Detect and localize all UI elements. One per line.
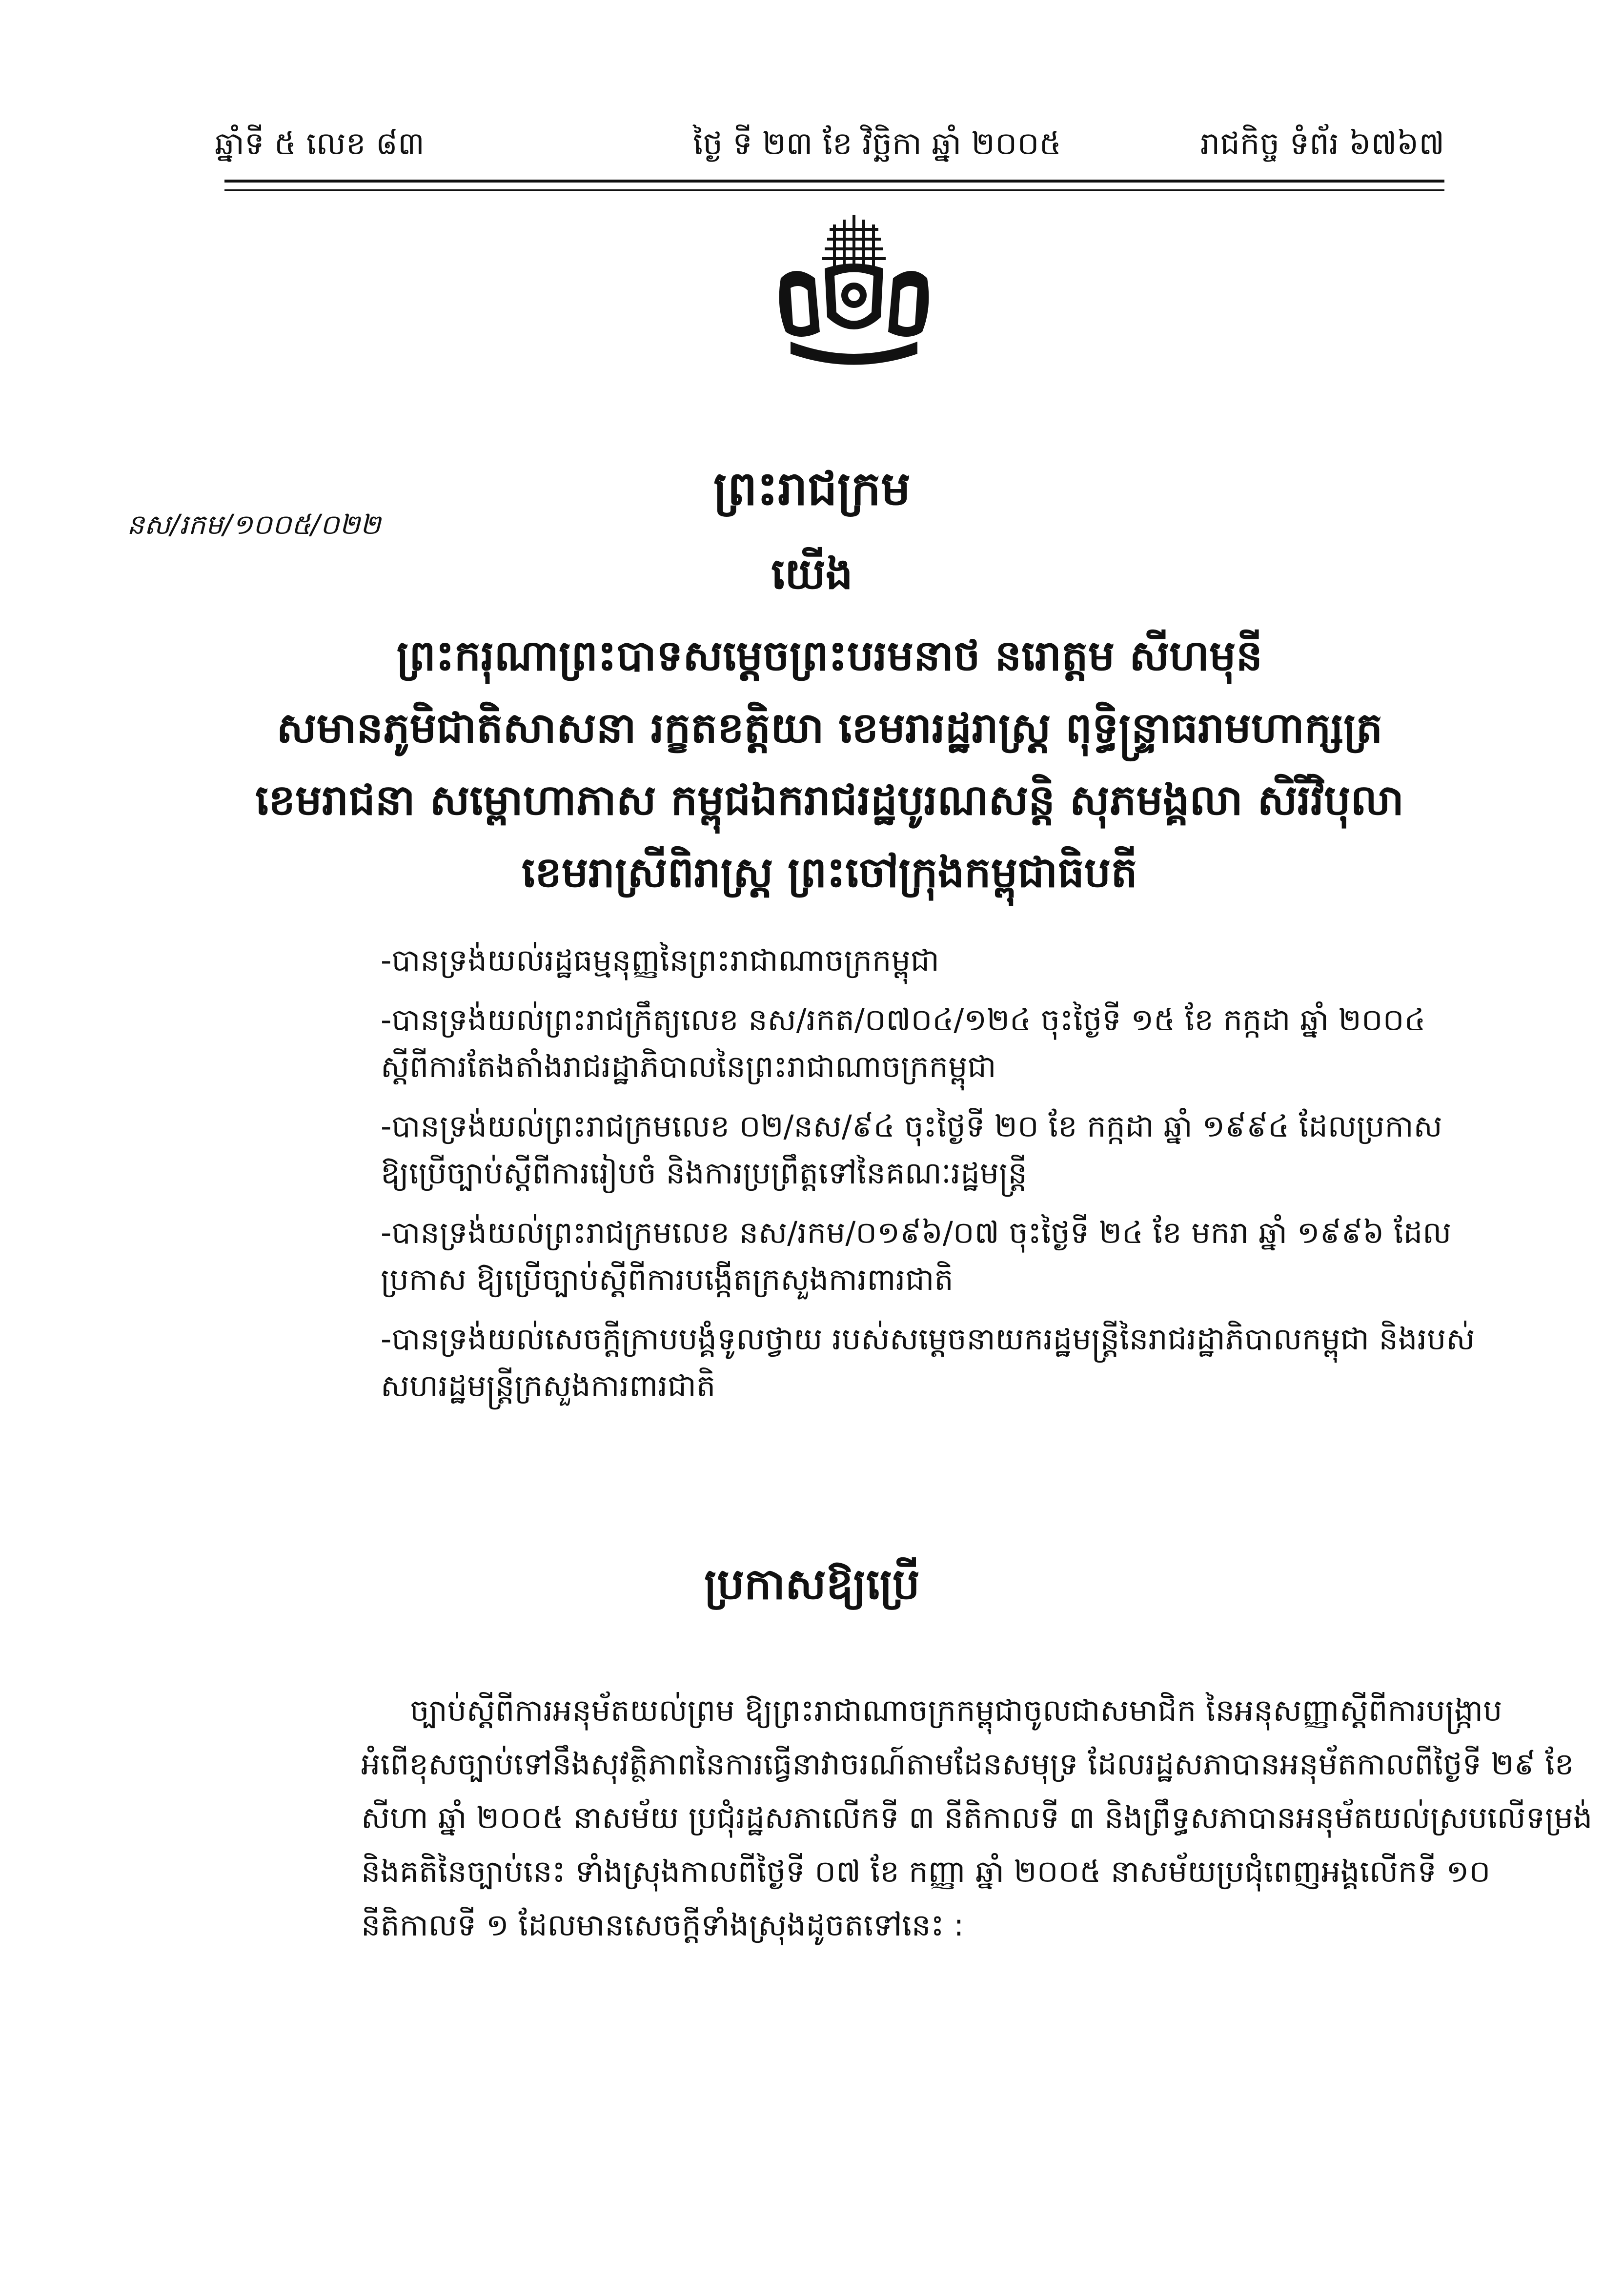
royal-emblem-icon xyxy=(761,210,947,371)
body-line: និងគតិនៃច្បាប់នេះ ទាំងស្រុងកាលពីថ្ងៃទី ០៧ ខែ កញ្ញា ឆ្នាំ ២០០៥ នាសម័យប្រជុំពេញអង្គលើកទី ១០ xyxy=(361,1854,1491,1889)
king-title-line: ព្រះករុណាព្រះបាទសម្តេចព្រះបរមនាថ នរោត្តម សីហមុនី xyxy=(396,632,1263,680)
recital-line: -បានទ្រង់យល់ព្រះរាជក្រឹត្យលេខ នស/រកត/០៧០៤/១២៤ ចុះថ្ងៃទី ១៥ ខែ កក្កដា ឆ្នាំ ២០០៤ xyxy=(381,1002,1426,1038)
page-header xyxy=(215,117,1444,171)
header-rule-thick xyxy=(224,180,1444,183)
recitals-list xyxy=(361,937,1475,1422)
recital-line: -បានទ្រង់យល់ព្រះរាជក្រមលេខ ០២/នស/៩៤ ចុះថ្ងៃទី ២០ ខែ កក្កដា ឆ្នាំ ១៩៩៤ ដែលប្រកាស xyxy=(381,1108,1442,1144)
king-title-line: សមានភូមិជាតិសាសនា រក្ខតខត្តិយា ខេមរារដ្ឋរាស្ត្រ ពុទ្ធិន្ទ្រាធរាមហាក្សត្រ xyxy=(276,704,1383,753)
body-line: ច្បាប់ស្តីពីការអនុម័តយល់ព្រម ឱ្យព្រះរាជាណាចក្រកម្ពុជាចូលជាសមាជិក នៃអនុសញ្ញាស្តីពីការបង្ក្រាប xyxy=(410,1692,1502,1728)
recital-line: -បានទ្រង់យល់សេចក្តីក្រាបបង្គំទូលថ្វាយ របស់សម្តេចនាយករដ្ឋមន្ត្រីនៃរាជរដ្ឋាភិបាលកម្ពុជា និងរបស់ xyxy=(381,1321,1475,1357)
document-title: ព្រះរាជក្រម xyxy=(713,461,911,516)
body-paragraph xyxy=(361,1684,1593,1952)
body-line: អំពើខុសច្បាប់ទៅនឹងសុវត្ថិភាពនៃការធ្វើនាវាចរណ៍តាមដែនសមុទ្រ ដែលរដ្ឋសភាបានអនុម័តកាលពីថ្ងៃទី ២៩ ខែ xyxy=(361,1746,1574,1782)
gazette-page: រាជកិច្ច ទំព័រ ៦៧៦៧ xyxy=(1200,126,1444,162)
proclamation-heading: ប្រកាសឱ្យប្រើ xyxy=(704,1559,920,1609)
recital-item xyxy=(361,1316,1475,1409)
header-rule-thin xyxy=(224,189,1444,191)
recital-item xyxy=(361,937,1469,984)
recital-line: -បានទ្រង់យល់រដ្ឋធម្មនុញ្ញនៃព្រះរាជាណាចក្រកម្ពុជា xyxy=(381,942,939,978)
recital-item xyxy=(361,997,1469,1090)
document-subtitle: យើង xyxy=(771,549,853,599)
issue-number: ឆ្នាំទី ៥ លេខ ៨៣ xyxy=(215,126,425,162)
issue-date: ថ្ងៃ ទី ២៣ ខែ វិច្ឆិកា ឆ្នាំ ២០០៥ xyxy=(693,126,1061,162)
recital-line: ប្រកាស ឱ្យប្រើច្បាប់ស្តីពីការបង្កើតក្រសួងការពារជាតិ xyxy=(381,1262,954,1297)
recital-line: ស្តីពីការតែងតាំងរាជរដ្ឋាភិបាលនៃព្រះរាជាណាចក្រកម្ពុជា xyxy=(381,1049,996,1084)
recital-line: ឱ្យប្រើច្បាប់ស្តីពីការរៀបចំ និងការប្រព្រឹត្តទៅនៃគណៈរដ្ឋមន្ត្រី xyxy=(381,1155,1027,1191)
king-title-line: ខេមរាស្រីពិរាស្ត្រ ព្រះចៅក្រុងកម្ពុជាធិបតី xyxy=(522,848,1137,897)
king-title-line: ខេមរាជនា សម្ពោហាភាស កម្ពុជឯករាជរដ្ឋបូរណសន្តិ សុភមង្គលា សិរីវិបុលា xyxy=(255,776,1404,825)
recital-line: សហរដ្ឋមន្ត្រីក្រសួងការពារជាតិ xyxy=(381,1368,716,1404)
body-line: សីហា ឆ្នាំ ២០០៥ នាសម័យ ប្រជុំរដ្ឋសភាលើកទី ៣ នីតិកាលទី ៣ និងព្រឹទ្ធសភាបានអនុម័តយល់ស្របលើទម្រង់ xyxy=(361,1800,1593,1835)
recital-item xyxy=(361,1103,1469,1197)
king-title-block xyxy=(146,620,1513,909)
recital-item xyxy=(361,1209,1469,1303)
recital-line: -បានទ្រង់យល់ព្រះរាជក្រមលេខ នស/រកម/០១៩៦/០៧ ចុះថ្ងៃទី ២៤ ខែ មករា ឆ្នាំ ១៩៩៦ ដែល xyxy=(381,1215,1452,1250)
body-line: នីតិកាលទី ១ ដែលមានសេចក្តីទាំងស្រុងដូចតទៅនេះ : xyxy=(361,1907,964,1943)
reference-number: នស/រកម/១០០៥/០២២ xyxy=(127,509,381,541)
